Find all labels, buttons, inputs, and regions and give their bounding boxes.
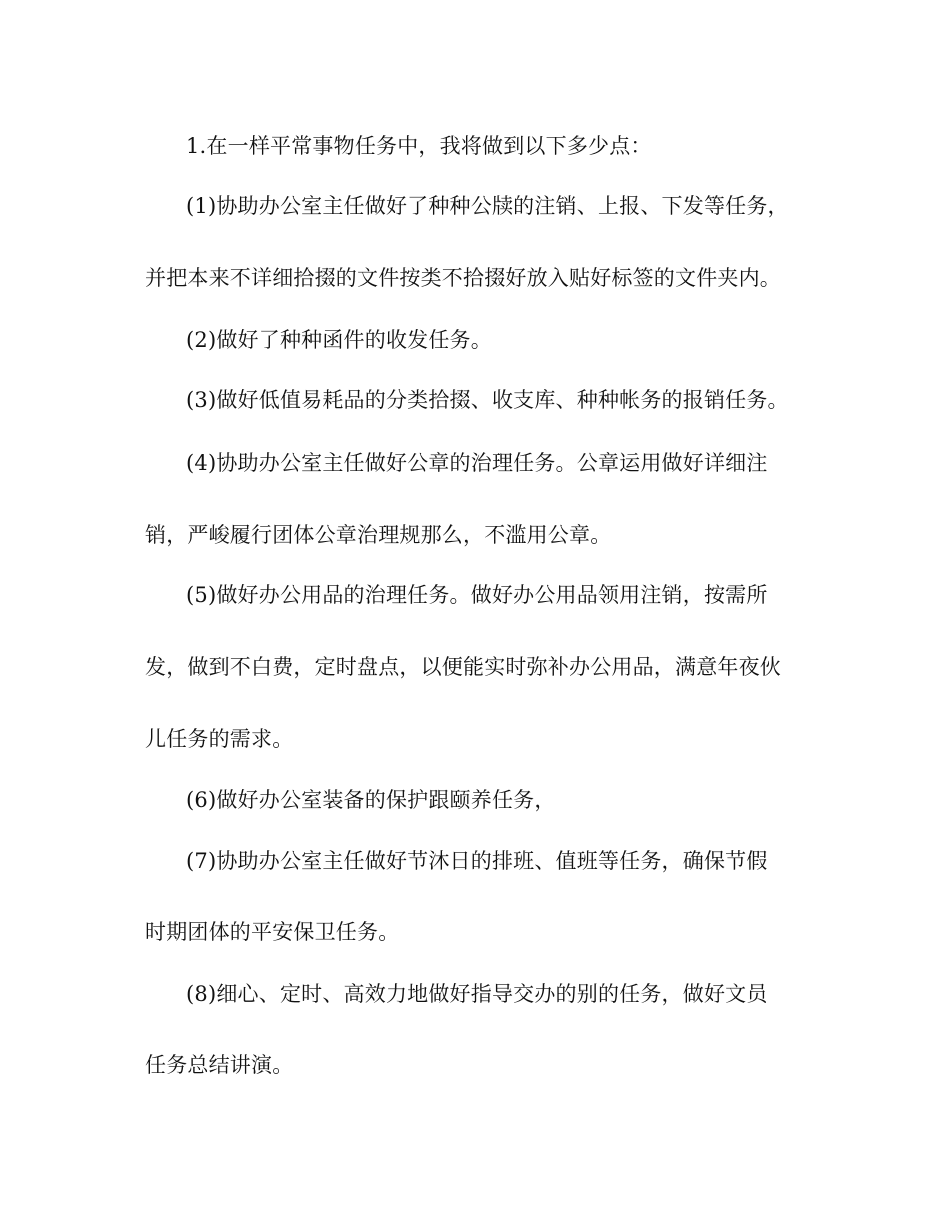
paragraph-line-8: (5)做好办公用品的治理任务。做好办公用品领用注销，按需所	[186, 583, 768, 607]
paragraph-line-1: 1.在一样平常事物任务中，我将做到以下多少点：	[186, 134, 652, 158]
paragraph-line-3: 并把本来不详细拾掇的文件按类不拾掇好放入贴好标签的文件夹内。	[145, 266, 781, 290]
paragraph-line-10: 儿任务的需求。	[145, 727, 294, 751]
paragraph-line-13: 时期团体的平安保卫任务。	[145, 920, 400, 944]
paragraph-line-9: 发，做到不白费，定时盘点，以便能实时弥补办公用品，满意年夜伙	[145, 655, 781, 679]
paragraph-line-14: (8)细心、定时、高效力地做好指导交办的别的任务，做好文员	[186, 982, 768, 1006]
paragraph-line-12: (7)协助办公室主任做好节沐日的排班、值班等任务，确保节假	[186, 849, 768, 873]
paragraph-line-6: (4)协助办公室主任做好公章的治理任务。公章运用做好详细注	[186, 451, 768, 475]
paragraph-line-2: (1)协助办公室主任做好了种种公牍的注销、上报、下发等任务，	[186, 194, 789, 218]
paragraph-line-4: (2)做好了种种函件的收发任务。	[186, 328, 492, 352]
paragraph-line-11: (6)做好办公室装备的保护跟颐养任务，	[186, 788, 556, 812]
paragraph-line-7: 销，严峻履行团体公章治理规那么，不滥用公章。	[145, 523, 612, 547]
paragraph-line-15: 任务总结讲演。	[145, 1053, 294, 1077]
paragraph-line-5: (3)做好低值易耗品的分类拾掇、收支库、种种帐务的报销任务。	[186, 388, 789, 412]
